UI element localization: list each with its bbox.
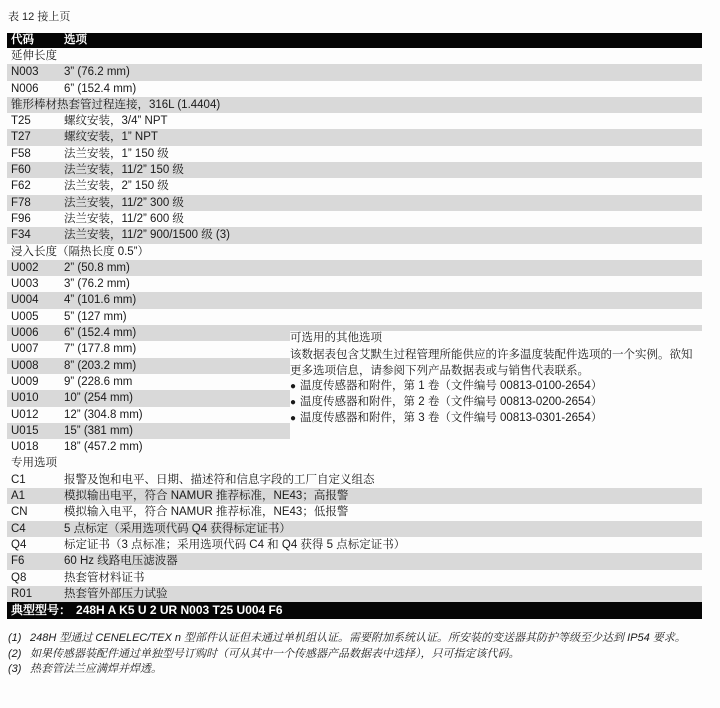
code-cell: U002 <box>11 261 39 274</box>
option-cell: 延伸长度 <box>11 50 57 62</box>
code-cell: Q4 <box>11 538 27 551</box>
code-cell: N003 <box>11 66 39 79</box>
code-cell: U007 <box>11 343 39 356</box>
table-row <box>7 521 702 537</box>
table-row <box>7 113 702 129</box>
option-cell: 法兰安装，1” 150 级 <box>64 147 169 160</box>
code-cell: U006 <box>11 327 39 340</box>
option-cell: 报警及饱和电平、日期、描述符和信息字段的工厂自定义组态 <box>64 473 375 486</box>
code-cell: U018 <box>11 441 39 454</box>
code-cell: F62 <box>11 180 31 193</box>
typical-model-value: 248H A K5 U 2 UR N003 T25 U004 F6 <box>76 603 283 618</box>
table-row <box>7 570 702 586</box>
footnote-text: 如果传感器装配件通过单独型号订购时（可从其中一个传感器产品数据表中选择），只可指定该代码。 <box>30 647 520 660</box>
option-cell: 5 点标定（采用选项代码 Q4 获得标定证书） <box>64 522 291 535</box>
table-row <box>7 195 702 211</box>
code-cell: T27 <box>11 131 31 144</box>
table-row <box>7 162 702 178</box>
bullet-text: 温度传感器和附件，第 2 卷（文件编号 00813-0200-2654） <box>300 396 603 409</box>
table-row <box>7 129 702 145</box>
option-cell: 6” (152.4 mm) <box>64 82 137 95</box>
table-row <box>7 227 702 243</box>
side-note-bullet <box>290 379 702 395</box>
code-cell: T25 <box>11 115 31 128</box>
other-options-bullets <box>290 379 702 426</box>
option-cell: 螺纹安装，1” NPT <box>64 131 158 144</box>
table-row <box>7 260 702 276</box>
section-row <box>7 244 702 260</box>
option-cell: 8” (203.2 mm) <box>64 359 137 372</box>
code-cell: C4 <box>11 522 26 535</box>
table-row <box>7 504 702 520</box>
option-cell: 10” (254 mm) <box>64 392 134 405</box>
bullet-text: 温度传感器和附件，第 1 卷（文件编号 00813-0100-2654） <box>300 380 603 393</box>
option-cell: 9” (228.6 mm <box>64 375 133 388</box>
footnote-text: 热套管法兰应满焊并焊透。 <box>30 663 162 675</box>
option-cell: 2” (50.8 mm) <box>64 261 130 274</box>
option-cell: 模拟输入电平，符合 NAMUR 推荐标准，NE43；低报警 <box>64 506 349 519</box>
option-cell: 6” (152.4 mm) <box>64 327 137 340</box>
option-cell: 18” (457.2 mm) <box>64 441 143 454</box>
header-code: 代码 <box>11 34 34 46</box>
footnote <box>8 662 708 678</box>
table-row <box>7 553 702 569</box>
code-cell: N006 <box>11 82 39 95</box>
footnote <box>8 647 708 663</box>
code-cell: U015 <box>11 424 39 437</box>
code-cell: R01 <box>11 587 33 600</box>
table-row <box>7 146 702 162</box>
side-note-bullet <box>290 395 702 411</box>
typical-model-bar <box>7 602 702 619</box>
footnotes <box>8 631 708 678</box>
footnote-number: (1) <box>8 632 22 644</box>
table-row <box>7 211 702 227</box>
page-title: 表 12 接上页 <box>8 11 71 23</box>
code-cell: U010 <box>11 392 39 405</box>
option-cell: 5” (127 mm) <box>64 310 127 323</box>
code-cell: F96 <box>11 212 31 225</box>
option-cell: 专用选项 <box>11 457 57 470</box>
options-table <box>7 33 702 619</box>
option-cell: 60 Hz 线路电压滤波器 <box>64 555 178 568</box>
option-cell: 热套管材料证书 <box>64 571 145 584</box>
code-cell: F34 <box>11 229 31 242</box>
bullet-text: 温度传感器和附件，第 3 卷（文件编号 00813-0301-2654） <box>300 411 603 424</box>
option-cell: 7” (177.8 mm) <box>64 343 137 356</box>
option-cell: 标定证书（3 点标准；采用选项代码 C4 和 Q4 获得 5 点标定证书） <box>64 538 406 551</box>
option-cell: 3” (76.2 mm) <box>64 278 130 291</box>
code-cell: U008 <box>11 359 39 372</box>
other-options-body: 该数据表包含艾默生过程管理所能供应的许多温度装配件选项的一个实例。欲知更多选项信息，请参阅下列产品数据表或与销售代表联系。 <box>290 348 693 377</box>
section-row <box>7 97 702 113</box>
table-row <box>7 586 702 602</box>
table-row <box>7 81 702 97</box>
side-note-bullet <box>290 411 702 427</box>
table-row <box>7 472 702 488</box>
table-body <box>7 48 702 602</box>
other-options-note <box>290 331 702 448</box>
section-row <box>7 48 702 64</box>
table-header-row <box>7 33 702 48</box>
bullet-icon: ● <box>290 381 297 393</box>
code-cell: Q8 <box>11 571 27 584</box>
option-cell: 3” (76.2 mm) <box>64 66 130 79</box>
table-row <box>7 309 702 325</box>
footnote <box>8 631 708 647</box>
code-cell: F58 <box>11 147 31 160</box>
table-row <box>7 488 702 504</box>
code-cell: U009 <box>11 375 39 388</box>
option-cell: 15” (381 mm) <box>64 424 134 437</box>
code-cell: C1 <box>11 473 26 486</box>
code-cell: U003 <box>11 278 39 291</box>
footnote-text: 248H 型通过 CENELEC/TEX n 型部件认证但未通过单机组认证。需要附加系统认证。所安装的变送器其防护等级至少达到 IP54 要求。 <box>30 632 686 644</box>
code-cell: U012 <box>11 408 39 421</box>
footnote-number: (3) <box>8 663 22 675</box>
option-cell: 模拟输出电平，符合 NAMUR 推荐标准，NE43；高报警 <box>64 490 349 503</box>
other-options-title: 可选用的其他选项 <box>290 332 382 344</box>
option-cell: 法兰安装，11/2” 300 级 <box>64 196 184 209</box>
table-row <box>7 292 702 308</box>
table-row <box>7 64 702 80</box>
table-row <box>7 537 702 553</box>
option-cell: 法兰安装，11/2” 150 级 <box>64 164 184 177</box>
code-cell: U005 <box>11 310 39 323</box>
bullet-icon: ● <box>290 397 297 409</box>
option-cell: 法兰安装，11/2” 900/1500 级 (3) <box>64 229 230 242</box>
code-cell: F6 <box>11 555 25 568</box>
table-row <box>7 276 702 292</box>
code-cell: CN <box>11 506 28 519</box>
code-cell: F78 <box>11 196 31 209</box>
option-cell: 热套管外部压力试验 <box>64 587 168 600</box>
option-cell: 锥形棒材热套管过程连接，316L (1.4404) <box>11 98 221 111</box>
option-cell: 法兰安装，11/2” 600 级 <box>64 212 184 225</box>
code-cell: F60 <box>11 164 31 177</box>
header-option: 选项 <box>64 34 87 46</box>
option-cell: 12” (304.8 mm) <box>64 408 143 421</box>
option-cell: 浸入长度（隔热长度 0.5”） <box>11 245 150 258</box>
section-row <box>7 455 702 471</box>
code-cell: A1 <box>11 490 26 503</box>
table-row <box>7 178 702 194</box>
footnote-number: (2) <box>8 647 22 660</box>
option-cell: 4” (101.6 mm) <box>64 294 137 307</box>
bullet-icon: ● <box>290 412 297 424</box>
option-cell: 螺纹安装，3/4” NPT <box>64 115 168 128</box>
code-cell: U004 <box>11 294 39 307</box>
typical-model-label: 典型型号： <box>11 603 72 618</box>
option-cell: 法兰安装，2” 150 级 <box>64 180 169 193</box>
